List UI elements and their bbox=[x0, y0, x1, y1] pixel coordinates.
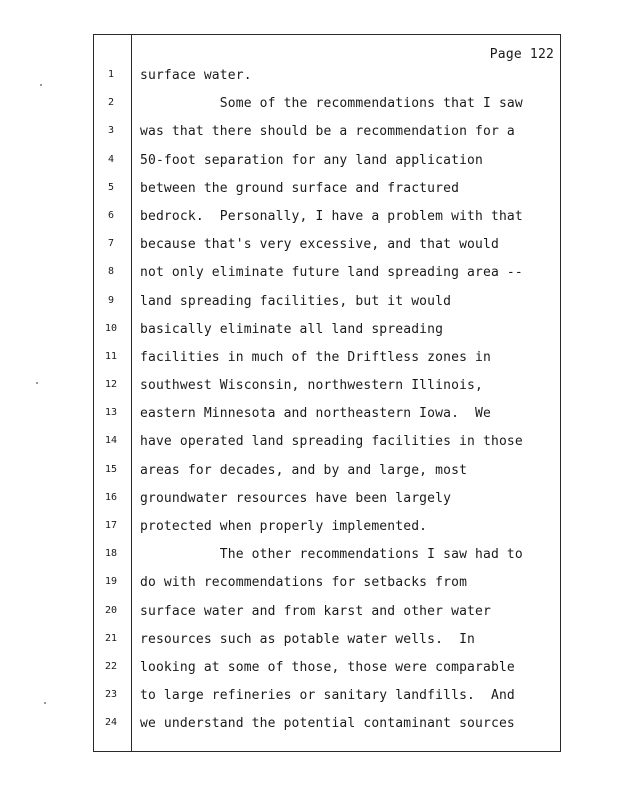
page-number: Page 122 bbox=[489, 47, 554, 62]
line-text: southwest Wisconsin, northwestern Illinois, bbox=[140, 378, 483, 394]
transcript-line bbox=[0, 207, 618, 235]
scan-speck bbox=[40, 84, 42, 86]
transcript-line bbox=[0, 179, 618, 207]
line-text: do with recommendations for setbacks from bbox=[140, 575, 468, 591]
line-number: 8 bbox=[107, 266, 115, 278]
line-number: 16 bbox=[104, 491, 118, 503]
scan-speck bbox=[44, 702, 46, 704]
line-text: protected when properly implemented. bbox=[140, 519, 428, 534]
line-text: looking at some of those, those were comparable bbox=[140, 659, 515, 675]
transcript-line bbox=[0, 235, 618, 263]
line-number: 7 bbox=[107, 238, 115, 250]
line-text: bedrock. Personally, I have a problem with that bbox=[140, 208, 523, 224]
line-text: facilities in much of the Driftless zones in bbox=[140, 349, 491, 365]
transcript-line bbox=[0, 602, 618, 630]
line-number: 4 bbox=[107, 153, 115, 165]
line-text: surface water and from karst and other water bbox=[140, 603, 491, 619]
transcript-line bbox=[0, 517, 618, 545]
line-number: 6 bbox=[107, 209, 115, 221]
line-text: eastern Minnesota and northeastern Iowa. We bbox=[140, 406, 491, 422]
line-number: 24 bbox=[104, 717, 118, 729]
line-number: 15 bbox=[104, 463, 118, 475]
transcript-line bbox=[0, 348, 618, 376]
transcript-line bbox=[0, 658, 618, 686]
line-text: to large refineries or sanitary landfills. And bbox=[140, 688, 515, 704]
transcript-line bbox=[0, 292, 618, 320]
line-text: was that there should be a recommendation for a bbox=[140, 124, 515, 140]
transcript-line bbox=[0, 630, 618, 658]
transcript-line bbox=[0, 432, 618, 460]
transcript-line bbox=[0, 404, 618, 432]
line-text: groundwater resources have been largely bbox=[140, 490, 452, 506]
line-number: 22 bbox=[104, 660, 118, 672]
line-text: we understand the potential contaminant sources bbox=[140, 716, 515, 732]
transcript-line bbox=[0, 714, 618, 742]
transcript-line bbox=[0, 545, 618, 573]
transcript-line bbox=[0, 320, 618, 348]
line-number: 18 bbox=[104, 548, 118, 560]
line-number: 20 bbox=[104, 604, 118, 616]
line-number: 12 bbox=[104, 379, 118, 391]
line-text: resources such as potable water wells. In bbox=[140, 631, 476, 647]
line-number: 3 bbox=[107, 125, 115, 137]
transcript-line bbox=[0, 489, 618, 517]
transcript-line bbox=[0, 686, 618, 714]
line-text: not only eliminate future land spreading area -- bbox=[140, 265, 523, 281]
line-number: 13 bbox=[104, 407, 118, 419]
transcript-line bbox=[0, 376, 618, 404]
line-text: land spreading facilities, but it would bbox=[140, 293, 452, 309]
line-text: between the ground surface and fractured bbox=[140, 180, 460, 196]
line-text: surface water. bbox=[140, 68, 252, 83]
line-text: areas for decades, and by and large, most bbox=[140, 462, 468, 478]
transcript-line bbox=[0, 263, 618, 291]
line-number: 1 bbox=[107, 69, 115, 80]
transcript-line bbox=[0, 94, 618, 122]
line-text: The other recommendations I saw had to bbox=[140, 547, 523, 563]
line-number: 14 bbox=[104, 435, 118, 447]
line-text: have operated land spreading facilities in those bbox=[140, 434, 523, 450]
line-text: Some of the recommendations that I saw bbox=[140, 96, 523, 112]
transcript-line bbox=[0, 461, 618, 489]
transcript-line bbox=[0, 151, 618, 179]
transcript-line bbox=[0, 66, 618, 94]
line-number: 23 bbox=[104, 689, 118, 701]
line-number: 21 bbox=[104, 632, 118, 644]
line-number: 5 bbox=[107, 181, 115, 193]
line-text: because that's very excessive, and that would bbox=[140, 237, 499, 253]
scan-speck bbox=[36, 382, 38, 384]
line-text: basically eliminate all land spreading bbox=[140, 321, 444, 337]
transcript-body bbox=[0, 66, 618, 743]
line-number: 11 bbox=[104, 350, 118, 362]
line-number: 10 bbox=[104, 322, 118, 334]
line-number: 2 bbox=[107, 97, 115, 109]
line-number: 17 bbox=[104, 520, 118, 531]
line-number: 9 bbox=[107, 294, 115, 306]
transcript-line bbox=[0, 573, 618, 601]
line-number: 19 bbox=[104, 576, 118, 588]
transcript-line bbox=[0, 122, 618, 150]
line-text: 50-foot separation for any land application bbox=[140, 152, 483, 168]
